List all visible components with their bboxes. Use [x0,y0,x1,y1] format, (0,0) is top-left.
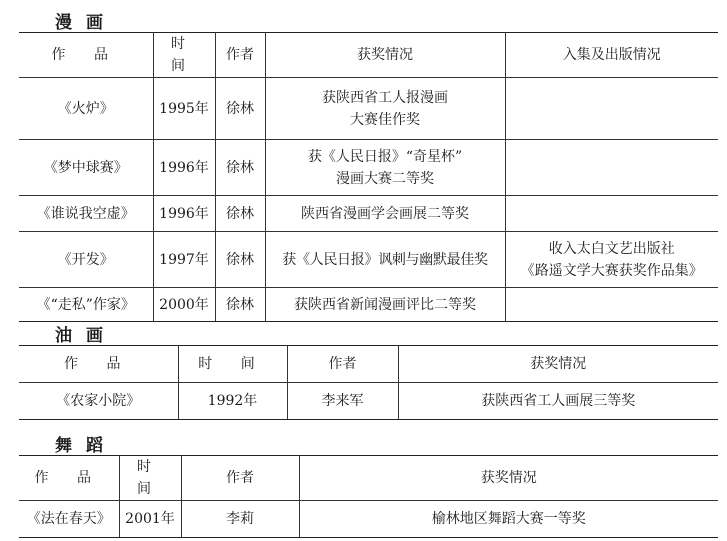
table-row [19,196,718,232]
table-row [19,383,718,420]
header-author: 作者 [181,456,299,501]
cell-award [265,140,505,196]
header-time: 时 间 [178,346,287,383]
cell-work: 《梦中球赛》 [19,140,153,196]
cell-work: 《谁说我空虚》 [19,196,153,232]
cell-award: 获陕西省新闻漫画评比二等奖 [265,288,505,322]
cell-work: 《开发》 [19,232,153,288]
header-time: 时 间 [119,456,181,501]
cell-award: 获《人民日报》讽刺与幽默最佳奖 [265,232,505,288]
cell-work: 《火炉》 [19,78,153,140]
cell-author: 徐林 [215,140,265,196]
cell-work: 《农家小院》 [19,383,178,420]
cell-work: 《法在春天》 [19,501,119,538]
header-work: 作 品 [19,33,153,78]
cell-time: 1995年 [153,78,215,140]
section-title-oil-painting: 油画 [55,326,117,346]
publication-line: 《路遥文学大赛获奖作品集》 [520,262,703,279]
header-work: 作 品 [19,346,178,383]
dance-table [19,455,718,538]
award-line: 获陕西省工人报漫画 [322,89,448,106]
award-line: 漫画大赛二等奖 [336,170,434,187]
comics-table [19,32,718,322]
cell-time: 2000年 [153,288,215,322]
cell-time: 1996年 [153,140,215,196]
header-publication: 入集及出版情况 [505,33,718,78]
cell-time: 1992年 [178,383,287,420]
cell-publication [505,196,718,232]
header-award: 获奖情况 [265,33,505,78]
cell-work: 《“走私”作家》 [19,288,153,322]
publication-line: 收入太白文艺出版社 [548,240,675,257]
section-title-comics: 漫画 [55,13,117,33]
table-row [19,140,718,196]
table-header-row [19,346,718,383]
header-author: 作者 [287,346,398,383]
cell-time: 1996年 [153,196,215,232]
cell-award: 获陕西省工人画展三等奖 [398,383,718,420]
table-row [19,78,718,140]
cell-author: 徐林 [215,288,265,322]
header-work: 作 品 [19,456,119,501]
cell-award: 榆林地区舞蹈大赛一等奖 [299,501,718,538]
award-line: 大赛佳作奖 [350,111,420,128]
table-header-row [19,33,718,78]
cell-author: 徐林 [215,78,265,140]
cell-publication [505,232,718,288]
cell-publication [505,78,718,140]
cell-time: 2001年 [119,501,181,538]
header-award: 获奖情况 [398,346,718,383]
header-award: 获奖情况 [299,456,718,501]
cell-author: 徐林 [215,232,265,288]
section-title-dance: 舞蹈 [55,436,117,456]
table-row [19,501,718,538]
award-line: 获《人民日报》“奇星杯” [307,148,463,165]
table-row [19,232,718,288]
table-header-row [19,456,718,501]
cell-award [265,78,505,140]
header-time: 时 间 [153,33,215,78]
table-row [19,288,718,322]
cell-author: 李来军 [287,383,398,420]
oil-painting-table [19,345,718,420]
cell-publication [505,288,718,322]
cell-author: 徐林 [215,196,265,232]
cell-publication [505,140,718,196]
header-author: 作者 [215,33,265,78]
cell-award: 陕西省漫画学会画展二等奖 [265,196,505,232]
cell-time: 1997年 [153,232,215,288]
cell-author: 李莉 [181,501,299,538]
